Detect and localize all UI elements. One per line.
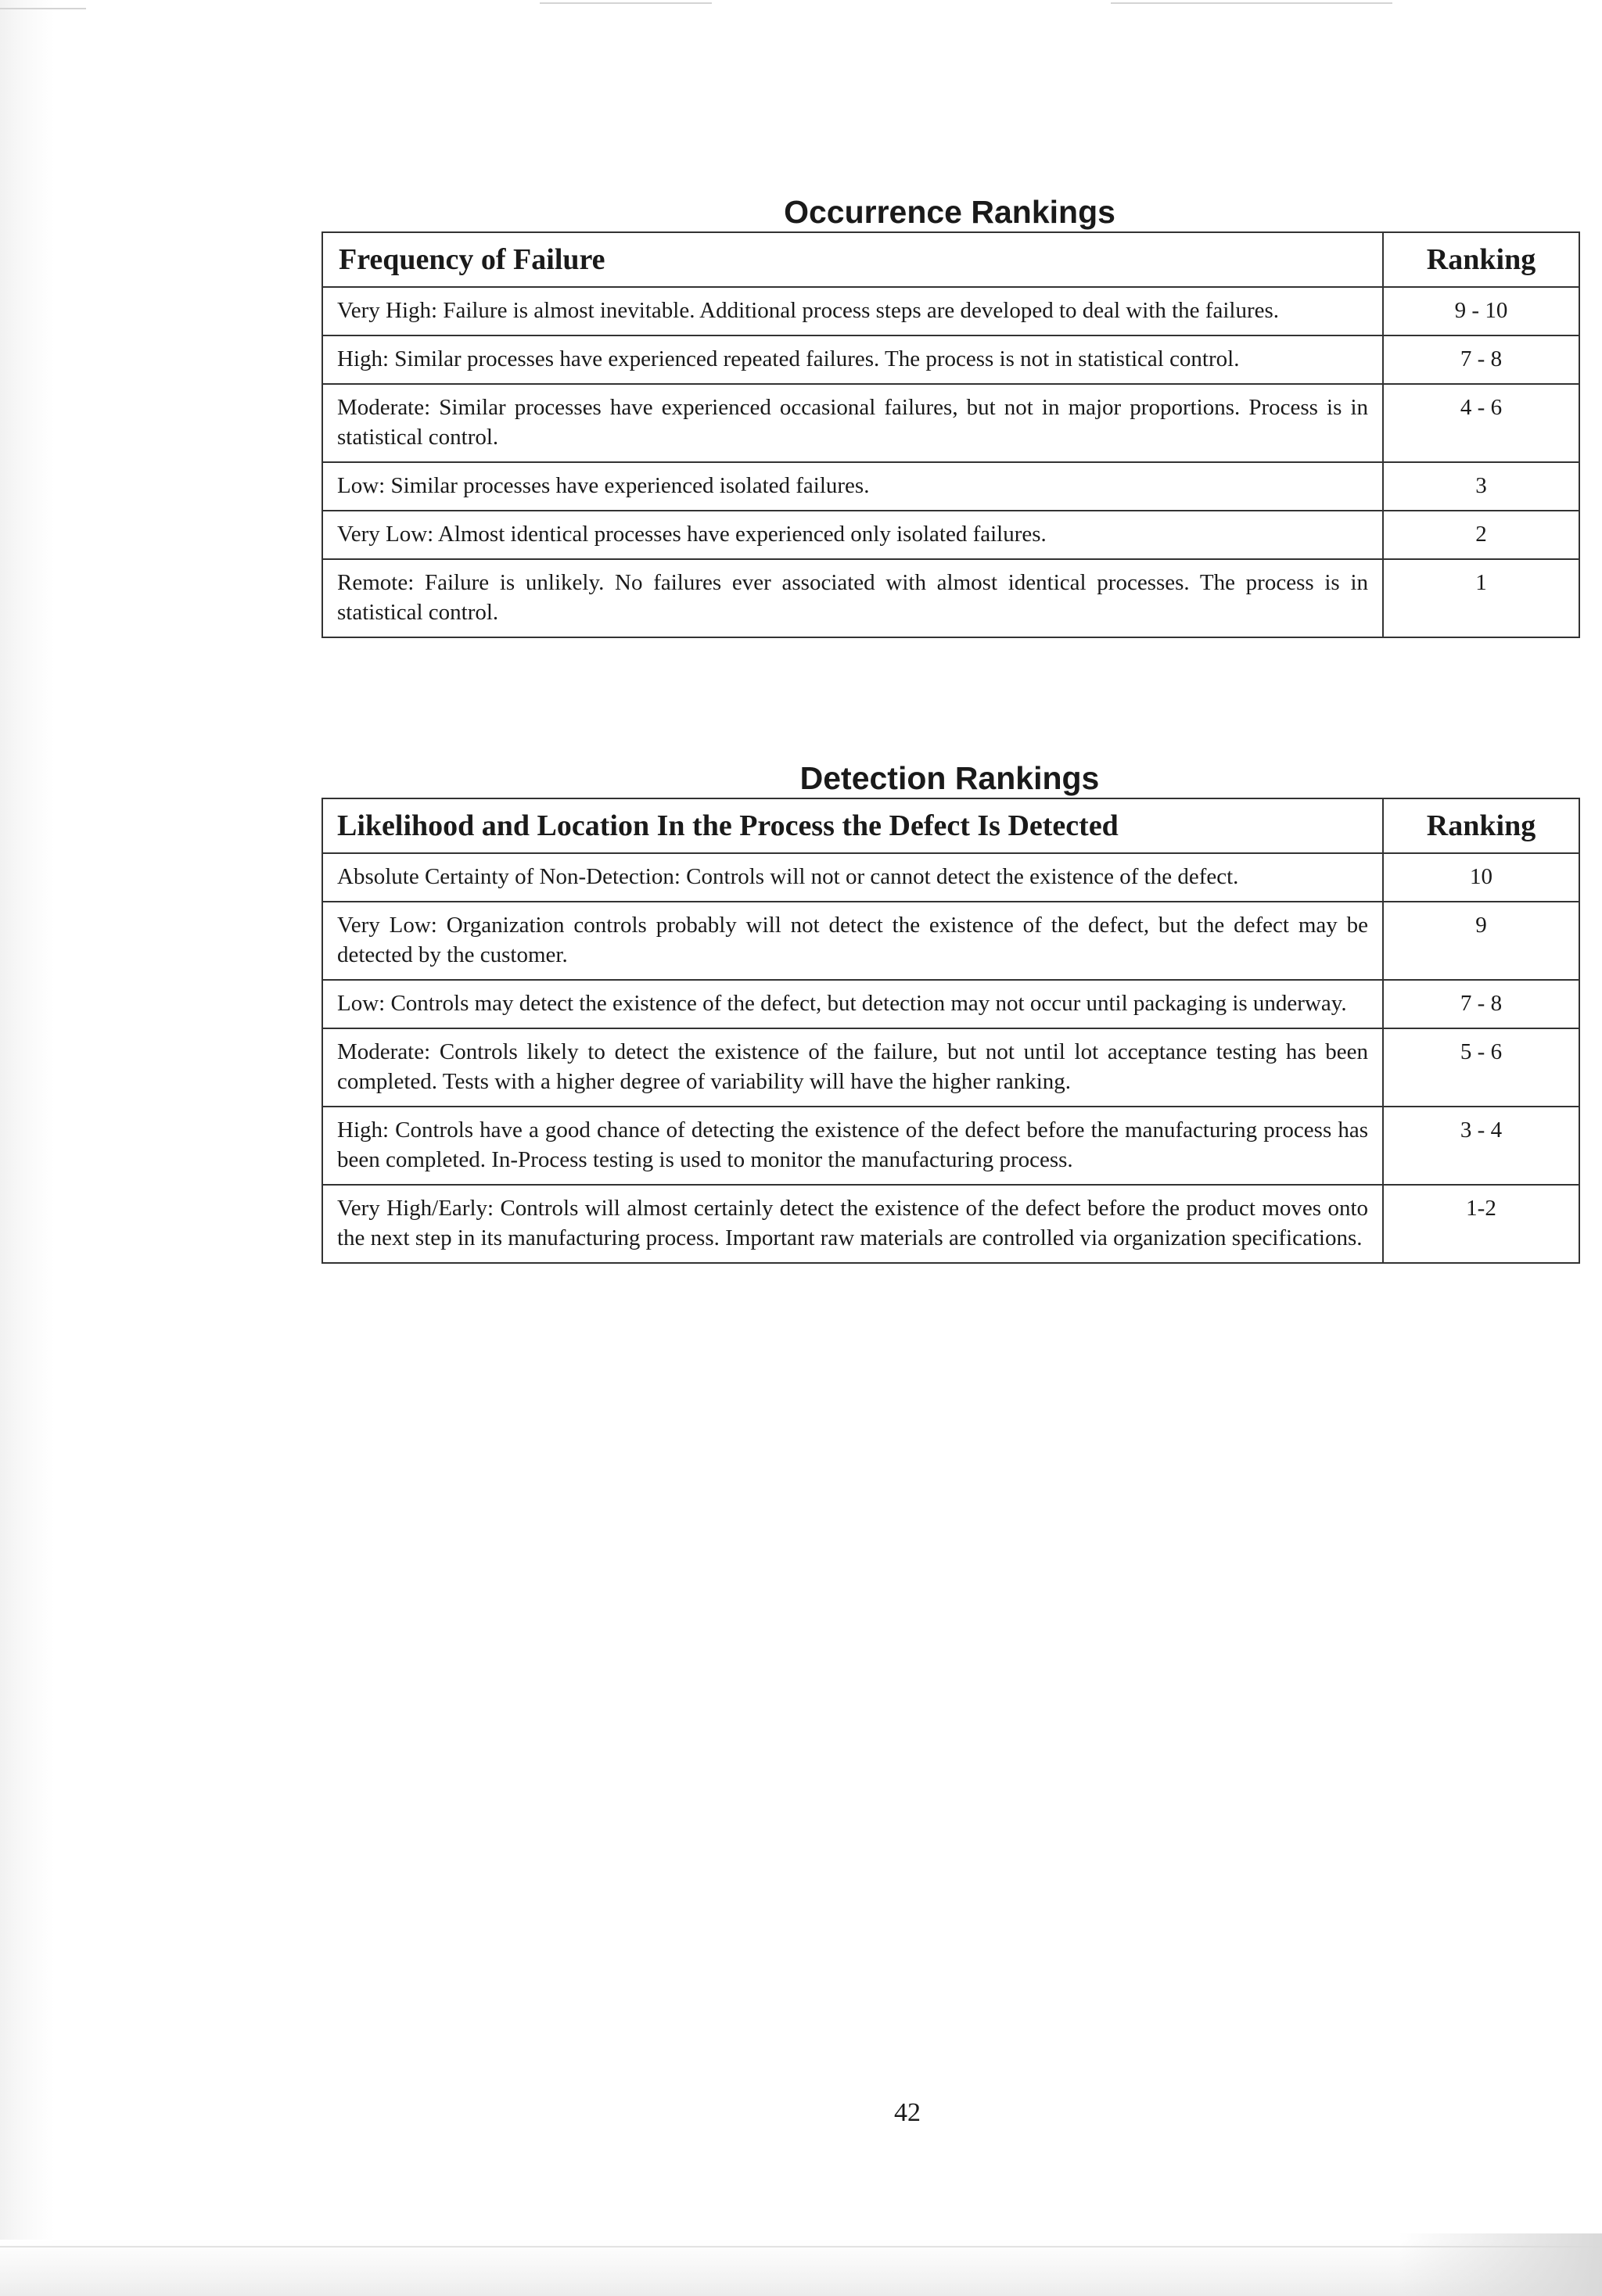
occurrence-header-row <box>322 232 1579 287</box>
occurrence-header-ranking: Ranking <box>1383 232 1579 287</box>
detection-header-description: Likelihood and Location In the Process the Defect Is Detected <box>322 798 1383 853</box>
table-row <box>322 1185 1579 1263</box>
row-description: Very Low: Organization controls probably will not detect the existence of the defect, but the defect may be detected by the customer. <box>322 902 1383 980</box>
row-description: High: Controls have a good chance of detecting the existence of the defect before the manufacturing process has been completed. In-Process testing is used to monitor the manufacturing process. <box>322 1107 1383 1185</box>
table-row <box>322 335 1579 384</box>
scan-artifact-line <box>0 2246 1602 2248</box>
table-row <box>322 853 1579 902</box>
scan-left-edge <box>0 0 55 2296</box>
row-ranking: 7 - 8 <box>1383 980 1579 1028</box>
occurrence-table <box>321 231 1580 638</box>
detection-header-ranking: Ranking <box>1383 798 1579 853</box>
row-ranking: 9 <box>1383 902 1579 980</box>
table-row <box>322 462 1579 511</box>
row-ranking: 1-2 <box>1383 1185 1579 1263</box>
row-description: Moderate: Similar processes have experienced occasional failures, but not in major proportions. Process is in statistical control. <box>322 384 1383 462</box>
scan-artifact-line <box>540 2 712 4</box>
row-ranking: 9 - 10 <box>1383 287 1579 335</box>
table-row <box>322 1028 1579 1107</box>
row-ranking: 5 - 6 <box>1383 1028 1579 1107</box>
row-ranking: 2 <box>1383 511 1579 559</box>
page-number: 42 <box>894 2098 921 2127</box>
row-description: Very Low: Almost identical processes have experienced only isolated failures. <box>322 511 1383 559</box>
scan-artifact-line <box>0 8 86 9</box>
row-description: Low: Controls may detect the existence of the defect, but detection may not occur until packaging is underway. <box>322 980 1383 1028</box>
table-row <box>322 902 1579 980</box>
table-row <box>322 1107 1579 1185</box>
row-description: Absolute Certainty of Non-Detection: Controls will not or cannot detect the existence of the defect. <box>322 853 1383 902</box>
table-row <box>322 980 1579 1028</box>
scan-artifact-line <box>1111 2 1392 4</box>
occurrence-title: Occurrence Rankings <box>784 194 1115 230</box>
row-description: Very High/Early: Controls will almost certainly detect the existence of the defect before the product moves onto the next step in its manufacturing process. Important raw materials are controlled via organization specifications. <box>322 1185 1383 1263</box>
row-description: High: Similar processes have experienced repeated failures. The process is not in statistical control. <box>322 335 1383 384</box>
row-description: Very High: Failure is almost inevitable. Additional process steps are developed to deal with the failures. <box>322 287 1383 335</box>
table-row <box>322 559 1579 637</box>
scan-bottom-edge <box>0 2240 1602 2296</box>
row-ranking: 4 - 6 <box>1383 384 1579 462</box>
scan-corner-shadow <box>1399 2233 1602 2296</box>
table-row <box>322 511 1579 559</box>
row-ranking: 7 - 8 <box>1383 335 1579 384</box>
table-row <box>322 384 1579 462</box>
row-ranking: 10 <box>1383 853 1579 902</box>
table-row <box>322 287 1579 335</box>
detection-header-row <box>322 798 1579 853</box>
row-ranking: 3 - 4 <box>1383 1107 1579 1185</box>
occurrence-header-description: Frequency of Failure <box>322 232 1383 287</box>
row-ranking: 3 <box>1383 462 1579 511</box>
row-description: Remote: Failure is unlikely. No failures ever associated with almost identical processes. The process is in statistical control. <box>322 559 1383 637</box>
detection-title: Detection Rankings <box>799 760 1100 796</box>
row-description: Low: Similar processes have experienced isolated failures. <box>322 462 1383 511</box>
detection-table <box>321 798 1580 1264</box>
row-ranking: 1 <box>1383 559 1579 637</box>
row-description: Moderate: Controls likely to detect the existence of the failure, but not until lot acceptance testing has been completed. Tests with a higher degree of variability will have the higher ranking. <box>322 1028 1383 1107</box>
